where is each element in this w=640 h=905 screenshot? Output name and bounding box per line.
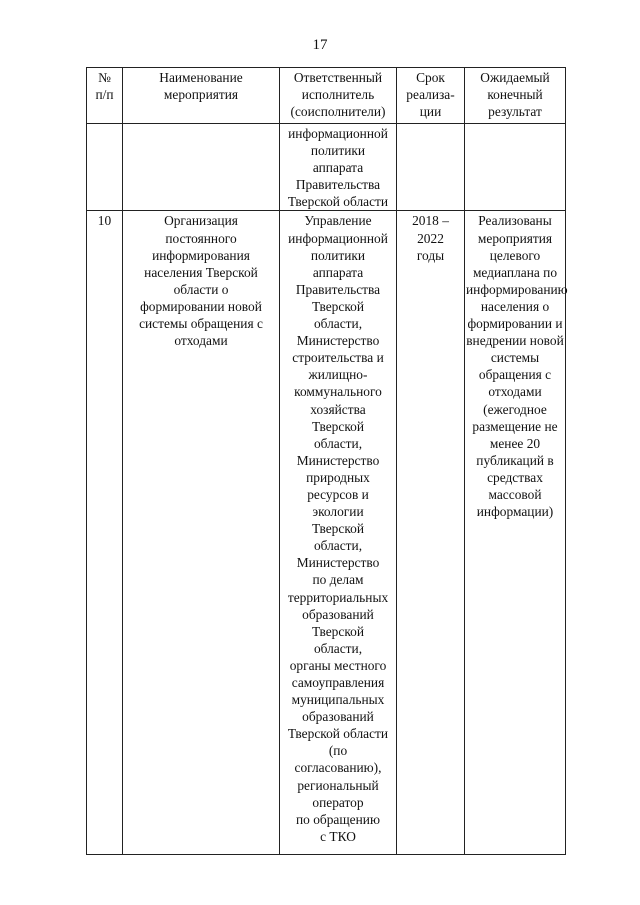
header-term-line: ции xyxy=(419,104,442,120)
table-row-continuation xyxy=(87,124,566,211)
responsible-line: с ТКО xyxy=(320,828,356,844)
responsible-line: образований xyxy=(302,606,374,622)
result-line: отходами xyxy=(488,384,542,400)
cell-result xyxy=(465,211,566,855)
name-line: отходами xyxy=(174,333,228,349)
responsible-line: Тверской xyxy=(311,418,365,434)
responsible-line: области, xyxy=(313,435,363,451)
result-line: Реализованы xyxy=(478,213,552,229)
responsible-line: органы местного xyxy=(289,657,387,673)
responsible-line: области, xyxy=(313,538,363,554)
header-num-line: № xyxy=(98,70,111,85)
responsible-line: Министерство xyxy=(296,452,380,468)
name-line: области о xyxy=(173,281,229,297)
header-num-line: п/п xyxy=(95,87,114,103)
responsible-line: информационной xyxy=(288,126,388,141)
header-term-line: Срок xyxy=(416,70,445,85)
responsible-line: муниципальных xyxy=(291,692,385,708)
row-number: 10 xyxy=(97,213,112,229)
header-term xyxy=(397,68,465,124)
result-line: медиаплана по xyxy=(472,264,558,280)
header-responsible-line: Ответственный xyxy=(293,70,383,85)
name-line: постоянного xyxy=(165,230,237,246)
header-result-line: конечный xyxy=(487,87,543,103)
header-responsible-line: (соисполнители) xyxy=(290,104,386,120)
responsible-line: информационной xyxy=(288,230,388,246)
measures-table xyxy=(86,67,566,855)
result-line: публикаций в xyxy=(476,452,554,468)
cell-responsible-continuation xyxy=(280,124,397,211)
cell-result-empty xyxy=(465,124,566,211)
responsible-line: Тверской области xyxy=(287,726,389,742)
responsible-line: Тверской области xyxy=(287,194,389,210)
cell-term-empty xyxy=(397,124,465,211)
result-line: системы xyxy=(490,350,540,366)
result-line: целевого xyxy=(489,247,541,263)
responsible-line: коммунального xyxy=(294,384,382,400)
responsible-line: хозяйства xyxy=(310,401,366,417)
responsible-line: аппарата xyxy=(312,264,364,280)
responsible-line: (по xyxy=(328,743,348,759)
table-row-10 xyxy=(87,211,566,855)
header-name-line: мероприятия xyxy=(163,87,239,103)
result-line: менее 20 xyxy=(489,435,541,451)
header-result xyxy=(465,68,566,124)
cell-name xyxy=(123,211,280,855)
result-line: информации) xyxy=(476,504,554,520)
name-line: системы обращения с xyxy=(139,316,263,332)
result-line: обращения с xyxy=(478,367,552,383)
result-line: информированию xyxy=(466,281,568,297)
result-line: размещение не xyxy=(472,418,558,434)
responsible-line: политики xyxy=(310,143,366,159)
header-num xyxy=(87,68,123,124)
term-line: 2018 – xyxy=(412,213,449,229)
responsible-line: области, xyxy=(313,640,363,656)
responsible-line: области, xyxy=(313,316,363,332)
responsible-line: оператор xyxy=(312,794,364,810)
result-line: внедрении новой xyxy=(466,333,564,349)
responsible-line: аппарата xyxy=(312,160,364,176)
result-line: массовой xyxy=(488,486,542,502)
header-term-line: реализа- xyxy=(406,87,455,103)
name-line: формировании новой xyxy=(140,298,262,314)
result-line: (ежегодное xyxy=(483,401,547,417)
result-line: средствах xyxy=(487,469,543,485)
responsible-line: строительства и xyxy=(292,350,384,366)
responsible-line: региональный xyxy=(297,777,379,793)
term-line: годы xyxy=(416,247,445,263)
responsible-line: по обращению xyxy=(296,811,380,827)
header-result-line: результат xyxy=(488,104,542,120)
cell-num-empty xyxy=(87,124,123,211)
responsible-line: согласованию), xyxy=(294,760,382,776)
cell-name-empty xyxy=(123,124,280,211)
responsible-line: по делам xyxy=(312,572,364,588)
name-line: населения Тверской xyxy=(144,264,258,280)
header-name xyxy=(123,68,280,124)
term-line: 2022 xyxy=(417,230,444,246)
cell-responsible xyxy=(280,211,397,855)
page-number: 17 xyxy=(312,37,328,53)
header-responsible xyxy=(280,68,397,124)
responsible-line: Министерство xyxy=(296,555,380,571)
name-line: Организация xyxy=(164,213,238,229)
responsible-line: Управление xyxy=(304,213,372,229)
responsible-line: образований xyxy=(302,709,374,725)
responsible-line: Тверской xyxy=(311,521,365,537)
result-line: формировании и xyxy=(467,316,563,332)
responsible-line: Правительства xyxy=(295,281,381,297)
name-line: информирования xyxy=(152,247,250,263)
result-line: мероприятия xyxy=(477,230,553,246)
responsible-line: природных xyxy=(306,469,370,485)
responsible-line: Тверской xyxy=(311,623,365,639)
responsible-line: Министерство xyxy=(296,333,380,349)
responsible-line: экологии xyxy=(312,504,364,520)
header-responsible-line: исполнитель xyxy=(301,87,375,103)
table-header-row xyxy=(87,68,566,124)
header-name-line: Наименование xyxy=(159,70,243,85)
cell-num xyxy=(87,211,123,855)
header-result-line: Ожидаемый xyxy=(480,70,550,85)
cell-term xyxy=(397,211,465,855)
responsible-line: политики xyxy=(310,247,366,263)
result-line: населения о xyxy=(480,298,550,314)
responsible-line: жилищно- xyxy=(308,367,368,383)
responsible-line: территориальных xyxy=(287,589,389,605)
responsible-line: ресурсов и xyxy=(307,486,369,502)
responsible-line: Правительства xyxy=(295,177,381,193)
responsible-line: самоуправления xyxy=(291,675,385,690)
responsible-line: Тверской xyxy=(311,298,365,314)
